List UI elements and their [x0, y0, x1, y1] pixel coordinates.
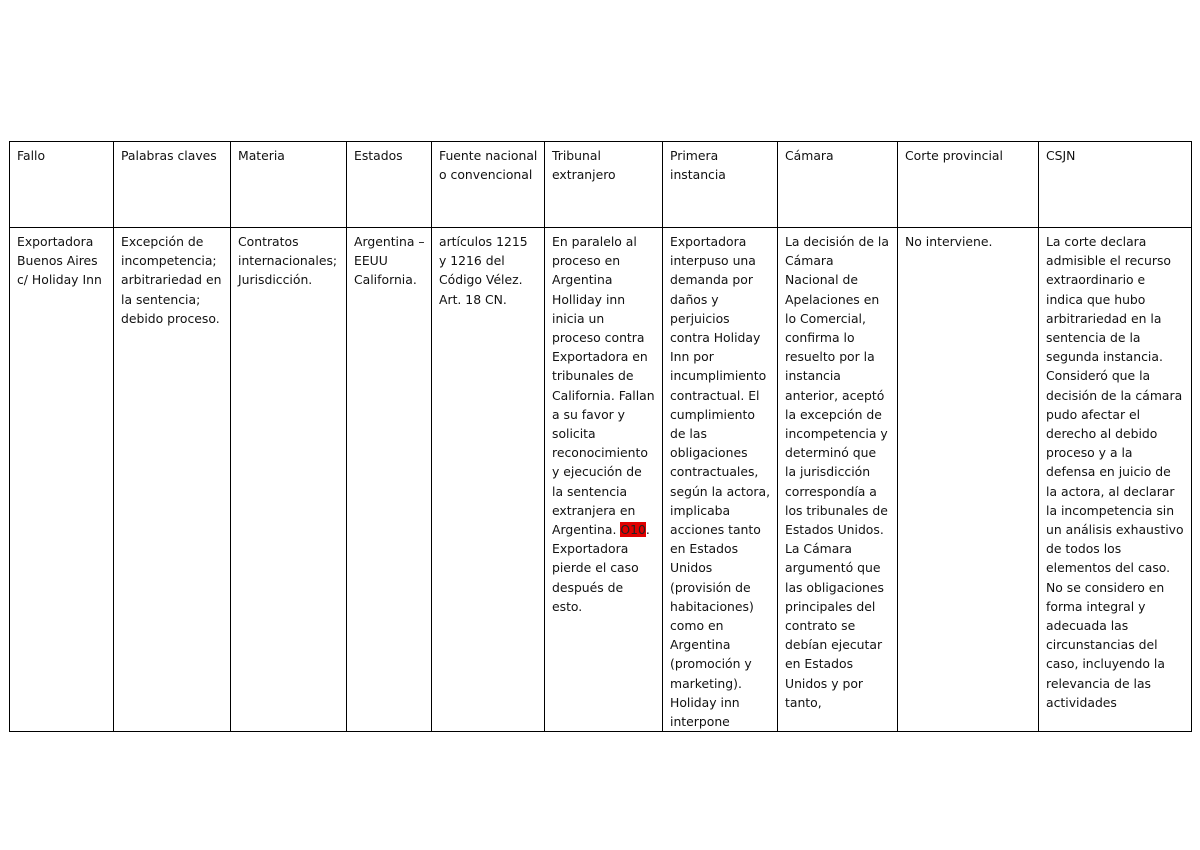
cell-estados: Argentina – EEUU California.	[347, 228, 432, 732]
case-table	[9, 141, 1192, 732]
header-camara: Cámara	[778, 142, 898, 228]
highlight-mark: O10	[620, 522, 646, 538]
tribunal-text-after: . Exportadora pierde el caso después de esto.	[552, 522, 650, 614]
header-materia: Materia	[231, 142, 347, 228]
cell-palabras-claves: Excepción de incompetencia; arbitrariedad en la sentencia; debido proceso.	[114, 228, 231, 732]
header-estados: Estados	[347, 142, 432, 228]
header-tribunal-extranjero: Tribunal extranjero	[545, 142, 663, 228]
header-row	[10, 142, 1192, 228]
table-row	[10, 228, 1192, 732]
header-primera-instancia: Primera instancia	[663, 142, 778, 228]
header-corte-provincial: Corte provincial	[898, 142, 1039, 228]
cell-fallo: Exportadora Buenos Aires c/ Holiday Inn	[10, 228, 114, 732]
cell-fuente: artículos 1215 y 1216 del Código Vélez. Art. 18 CN.	[432, 228, 545, 732]
header-palabras-claves: Palabras claves	[114, 142, 231, 228]
cell-primera-instancia: Exportadora interpuso una demanda por daños y perjuicios contra Holiday Inn por incumplimiento contractual. El cumplimiento de las obligaciones contractuales, según la actora, implicaba acciones tanto en Estados Unidos (provisión de habitaciones) como en Argentina (promoción y marketing). Holiday inn interpone	[663, 228, 778, 732]
header-fallo: Fallo	[10, 142, 114, 228]
cell-camara: La decisión de la Cámara Nacional de Apelaciones en lo Comercial, confirma lo resuelto por la instancia anterior, aceptó la excepción de incompetencia y determinó que la jurisdicción correspondía a los tribunales de Estados Unidos. La Cámara argumentó que las obligaciones principales del contrato se debían ejecutar en Estados Unidos y por tanto,	[778, 228, 898, 732]
cell-tribunal-extranjero	[545, 228, 663, 732]
cell-corte-provincial: No interviene.	[898, 228, 1039, 732]
cell-csjn: La corte declara admisible el recurso extraordinario e indica que hubo arbitrariedad en la sentencia de la segunda instancia. Consideró que la decisión de la cámara pudo afectar el derecho al debido proceso y a la defensa en juicio de la actora, al declarar la incompetencia sin un análisis exhaustivo de todos los elementos del caso. No se considero en forma integral y adecuada las circunstancias del caso, incluyendo la relevancia de las actividades	[1039, 228, 1192, 732]
header-csjn: CSJN	[1039, 142, 1192, 228]
cell-materia: Contratos internacionales; Jurisdicción.	[231, 228, 347, 732]
tribunal-text-before: En paralelo al proceso en Argentina Holliday inn inicia un proceso contra Exportadora en tribunales de California. Fallan a su favor y solicita reconocimiento y ejecución de la sentencia extranjera en Argentina.	[552, 234, 655, 538]
header-fuente: Fuente nacional o convencional	[432, 142, 545, 228]
